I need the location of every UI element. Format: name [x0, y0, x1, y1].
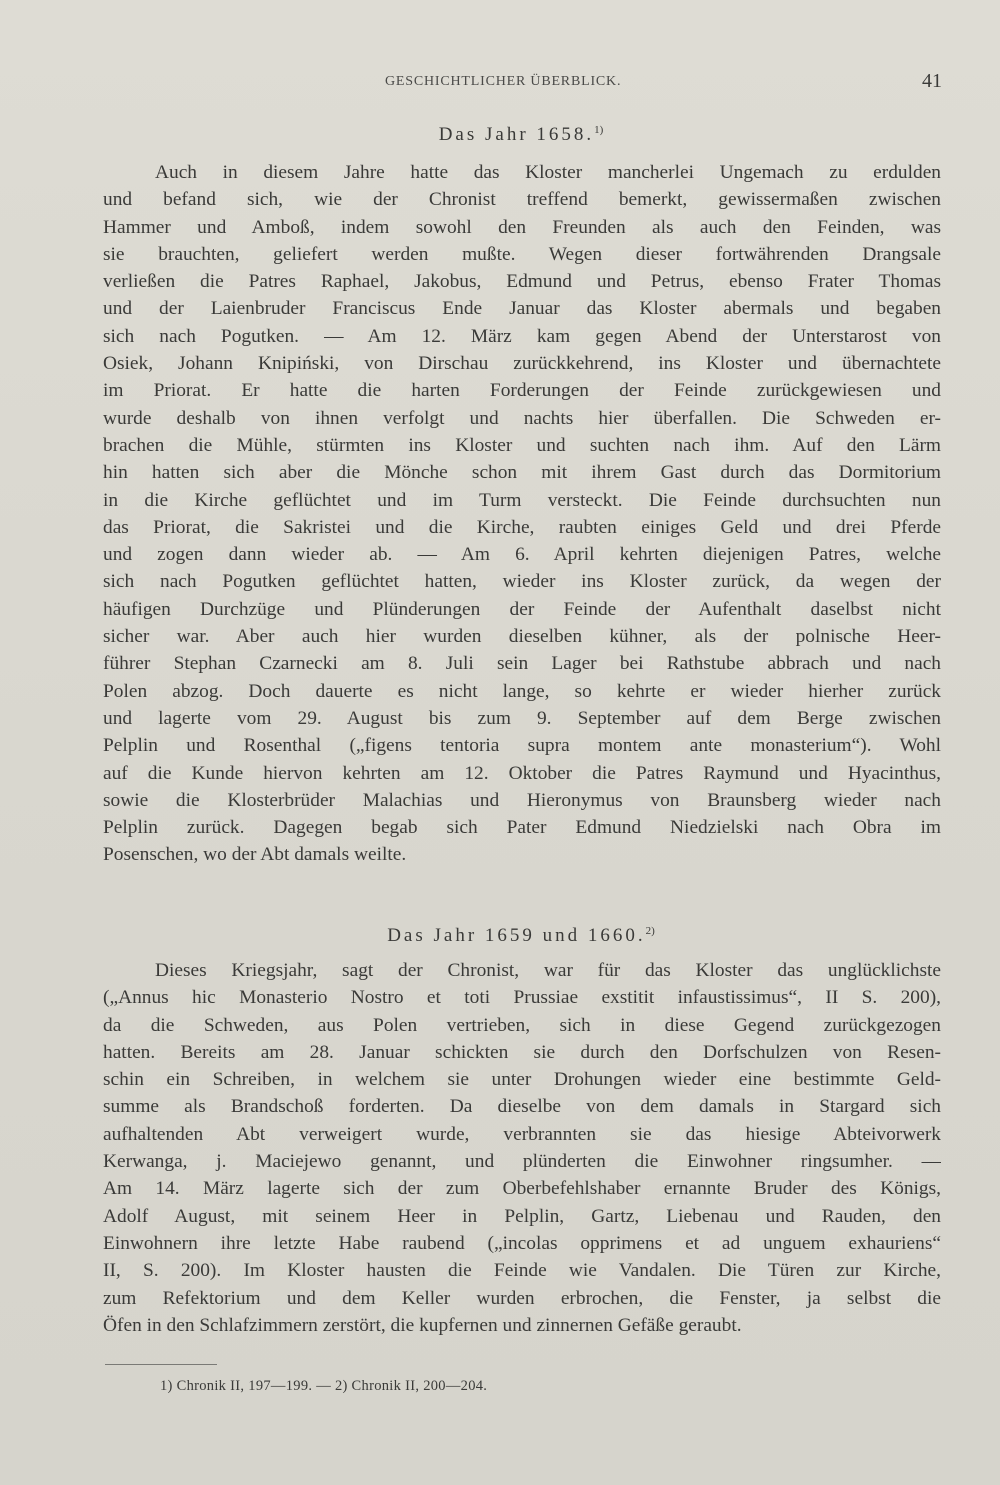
footnotes: 1) Chronik II, 197—199. — 2) Chronik II, 200—204. [160, 1378, 488, 1394]
page-number: 41 [922, 70, 942, 92]
text-line: aufhaltenden Abt verweigert wurde, verbrannten sie das hiesige Abteivorwerk [103, 1123, 941, 1145]
section-heading-text: Das Jahr 1659 und 1660. [387, 925, 646, 946]
text-line: auf die Kunde hiervon kehrten am 12. Oktober die Patres Raymund und Hyacinthus, [103, 762, 941, 784]
text-line: Öfen in den Schlafzimmern zerstört, die kupfernen und zinnernen Gefäße geraubt. [103, 1314, 742, 1336]
text-line: in die Kirche geflüchtet und im Turm versteckt. Die Feinde durchsuchten nun [103, 489, 941, 511]
section-heading-1659-1660 [100, 925, 942, 947]
text-line: sie brauchten, geliefert werden mußte. Wegen dieser fortwährenden Drangsale [103, 243, 941, 265]
text-line: sowie die Klosterbrüder Malachias und Hieronymus von Braunsberg wieder nach [103, 789, 941, 811]
footnote-marker: 2) [645, 925, 655, 937]
text-line: hatten. Bereits am 28. Januar schickten sie durch den Dorfschulzen von Resen- [103, 1041, 941, 1063]
text-line: Polen abzog. Doch dauerte es nicht lange, so kehrte er wieder hierher zurück [103, 680, 941, 702]
section-heading-text: Das Jahr 1658. [438, 124, 595, 145]
text-line: Am 14. März lagerte sich der zum Oberbefehlshaber ernannte Bruder des Königs, [103, 1178, 941, 1200]
text-line: sicher war. Aber auch hier wurden dieselben kühner, als der polnische Heer- [103, 626, 941, 648]
footnote-divider [105, 1364, 217, 1365]
text-line: Dieses Kriegsjahr, sagt der Chronist, war für das Kloster das unglücklichste [155, 960, 941, 981]
footnote-marker: 1) [594, 124, 604, 136]
text-line: wurde deshalb von ihnen verfolgt und nachts hier überfallen. Die Schweden er- [103, 407, 941, 429]
text-line: Auch in diesem Jahre hatte das Kloster mancherlei Ungemach zu erdulden [155, 162, 941, 183]
running-head [100, 70, 942, 100]
text-line: verließen die Patres Raphael, Jakobus, Edmund und Petrus, ebenso Frater Thomas [103, 271, 941, 293]
text-line: häufigen Durchzüge und Plünderungen der Feinde der Aufenthalt daselbst nicht [103, 598, 941, 620]
section-heading-1658 [100, 124, 942, 146]
text-line: da die Schweden, aus Polen vertrieben, sich in diese Gegend zurückgezogen [103, 1014, 941, 1036]
text-line: sich nach Pogutken geflüchtet hatten, wieder ins Kloster zurück, da wegen der [103, 571, 941, 593]
text-line: schin ein Schreiben, in welchem sie unter Drohungen wieder eine bestimmte Geld- [103, 1069, 941, 1091]
text-line: Hammer und Amboß, indem sowohl den Freunden als auch den Feinden, was [103, 216, 941, 238]
text-line: summe als Brandschoß forderten. Da dieselbe von dem damals in Stargard sich [103, 1096, 941, 1118]
text-line: das Priorat, die Sakristei und die Kirche, raubten einiges Geld und drei Pferde [103, 516, 941, 538]
section-body-1658 [103, 159, 941, 869]
text-line: Pelplin zurück. Dagegen begab sich Pater Edmund Niedzielski nach Obra im [103, 817, 941, 839]
text-line: Adolf August, mit seinem Heer in Pelplin, Gartz, Liebenau und Rauden, den [103, 1205, 941, 1227]
text-line: und der Laienbruder Franciscus Ende Januar das Kloster abermals und begaben [103, 298, 941, 320]
text-line: und zogen dann wieder ab. — Am 6. April kehrten diejenigen Patres, welche [103, 544, 941, 566]
text-line: Osiek, Johann Knipiński, von Dirschau zurückkehrend, ins Kloster und übernachtete [103, 353, 941, 375]
text-line: im Priorat. Er hatte die harten Forderungen der Feinde zurückgewiesen und [103, 380, 941, 402]
running-title: GESCHICHTLICHER ÜBERBLICK. [385, 74, 622, 89]
text-line: Pelplin und Rosenthal („figens tentoria supra montem ante monasterium“). Wohl [103, 735, 941, 757]
section-body-1659-1660 [103, 957, 941, 1339]
text-line: hin hatten sich aber die Mönche schon mit ihrem Gast durch das Dormitorium [103, 462, 941, 484]
text-line: brachen die Mühle, stürmten ins Kloster und suchten nach ihm. Auf den Lärm [103, 434, 941, 456]
text-line: Kerwanga, j. Maciejewo genannt, und plünderten die Einwohner ringsumher. — [103, 1151, 941, 1173]
text-line: II, S. 200). Im Kloster hausten die Feinde wie Vandalen. Die Türen zur Kirche, [103, 1260, 941, 1282]
text-line: und lagerte vom 29. August bis zum 9. September auf dem Berge zwischen [103, 707, 941, 729]
text-line: („Annus hic Monasterio Nostro et toti Prussiae exstitit infaustissimus“, II S. 200), [103, 987, 941, 1009]
text-line: Posenschen, wo der Abt damals weilte. [103, 844, 407, 866]
text-line: und befand sich, wie der Chronist treffend bemerkt, gewissermaßen zwischen [103, 189, 941, 211]
text-line: führer Stephan Czarnecki am 8. Juli sein Lager bei Rathstube abbrach und nach [103, 653, 941, 675]
text-line: sich nach Pogutken. — Am 12. März kam gegen Abend der Unterstarost von [103, 325, 941, 347]
text-line: zum Refektorium und dem Keller wurden erbrochen, die Fenster, ja selbst die [103, 1287, 941, 1309]
text-line: Einwohnern ihre letzte Habe raubend („incolas opprimens et ad unguem exhauriens“ [103, 1232, 941, 1254]
